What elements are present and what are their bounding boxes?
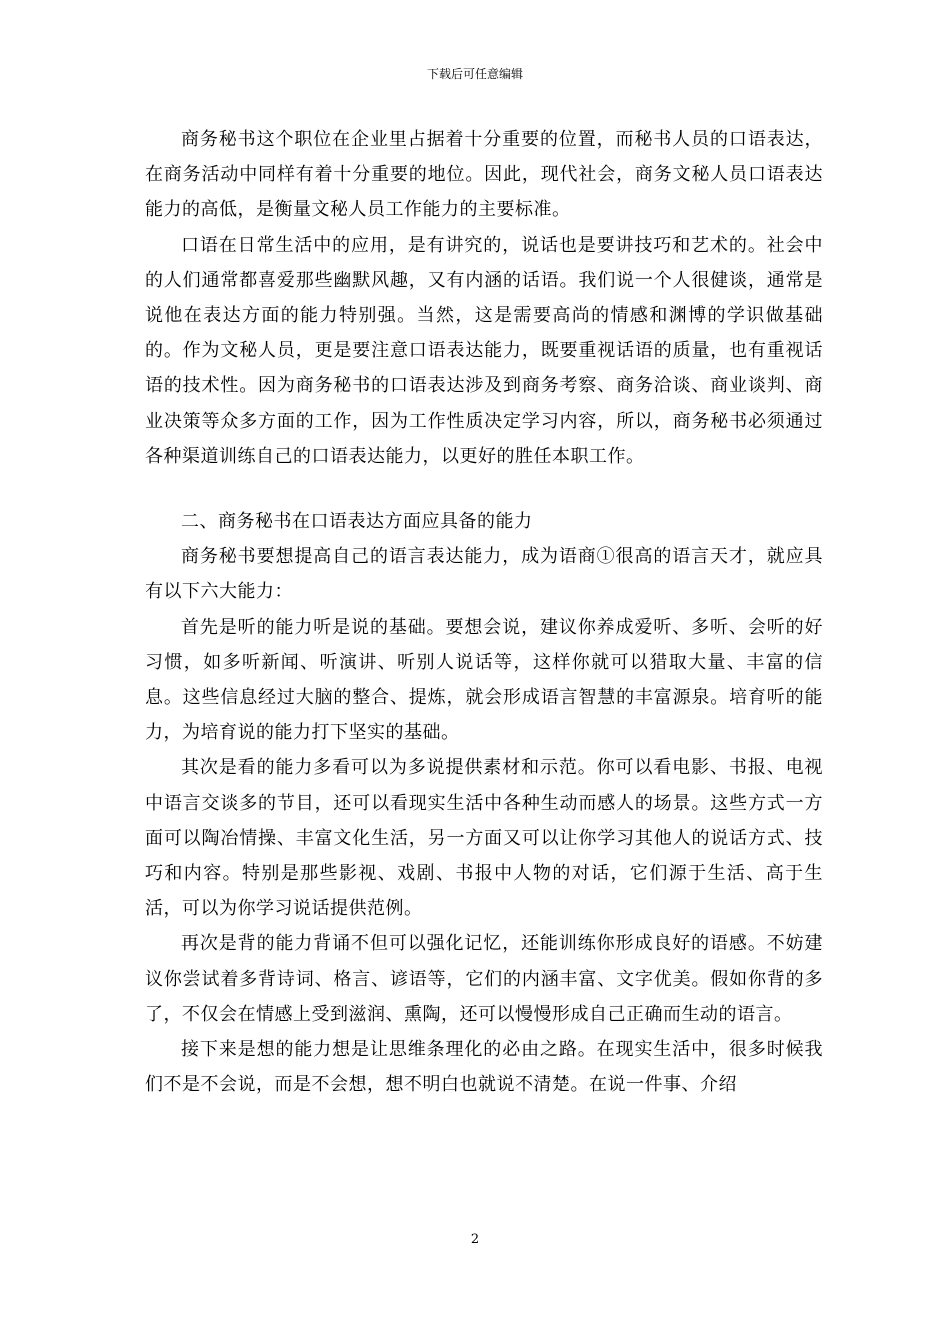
paragraph-thinking: 接下来是想的能力想是让思维条理化的必由之路。在现实生活中，很多时候我们不是不会说，而是不会想，想不明白也就说不清楚。在说一件事、介绍 [145, 1039, 823, 1096]
paragraph-oral-language: 口语在日常生活中的应用，是有讲究的，说话也是要讲技巧和艺术的。社会中的人们通常都喜爱那些幽默风趣，又有内涵的话语。我们说一个人很健谈，通常是说他在表达方面的能力特别强。当然，这是需要高尚的情感和渊博的学识做基础的。作为文秘人员，更是要注意口语表达能力，既要重视话语的质量，也有重视话语的技术性。因为商务秘书的口语表达涉及到商务考察、商务洽谈、商业谈判、商业决策等众多方面的工作，因为工作性质决定学习内容，所以，商务秘书必须通过各种渠道训练自己的口语表达能力，以更好的胜任本职工作。 [145, 234, 823, 467]
page-header: 下载后可任意编辑 [426, 67, 523, 81]
section-spacer [145, 474, 823, 504]
paragraph-listening: 首先是听的能力听是说的基础。要想会说，建议你养成爱听、多听、会听的好习惯，如多听新闻、听演讲、听别人说话等，这样你就可以猎取大量、丰富的信息。这些信息经过大脑的整合、提炼，就会形成语言智慧的丰富源泉。培育听的能力，为培育说的能力打下坚实的基础。 [145, 616, 823, 744]
paragraph-watching: 其次是看的能力多看可以为多说提供素材和示范。你可以看电影、书报、电视中语言交谈多的节目，还可以看现实生活中各种生动而感人的场景。这些方式一方面可以陶冶情操、丰富文化生活，另一方面又可以让你学习其他人的说话方式、技巧和内容。特别是那些影视、戏剧、书报中人物的对话，它们源于生活、高于生活，可以为你学习说话提供范例。 [145, 757, 823, 920]
paragraph-six-abilities: 商务秘书要想提高自己的语言表达能力，成为语商①很高的语言天才，就应具有以下六大能力： [145, 546, 823, 603]
document-body [145, 122, 823, 1102]
section-heading: 二、商务秘书在口语表达方面应具备的能力 [181, 511, 533, 533]
paragraph-secretary-role: 商务秘书这个职位在企业里占据着十分重要的位置，而秘书人员的口语表达，在商务活动中同样有着十分重要的地位。因此，现代社会，商务文秘人员口语表达能力的高低，是衡量文秘人员工作能力的主要标准。 [145, 129, 823, 221]
page-number: 2 [470, 1232, 480, 1247]
paragraph-reciting: 再次是背的能力背诵不但可以强化记忆，还能训练你形成良好的语感。不妨建议你尝试着多背诗词、格言、谚语等，它们的内涵丰富、文字优美。假如你背的多了，不仅会在情感上受到滋润、熏陶，还可以慢慢形成自己正确而生动的语言。 [145, 933, 823, 1025]
